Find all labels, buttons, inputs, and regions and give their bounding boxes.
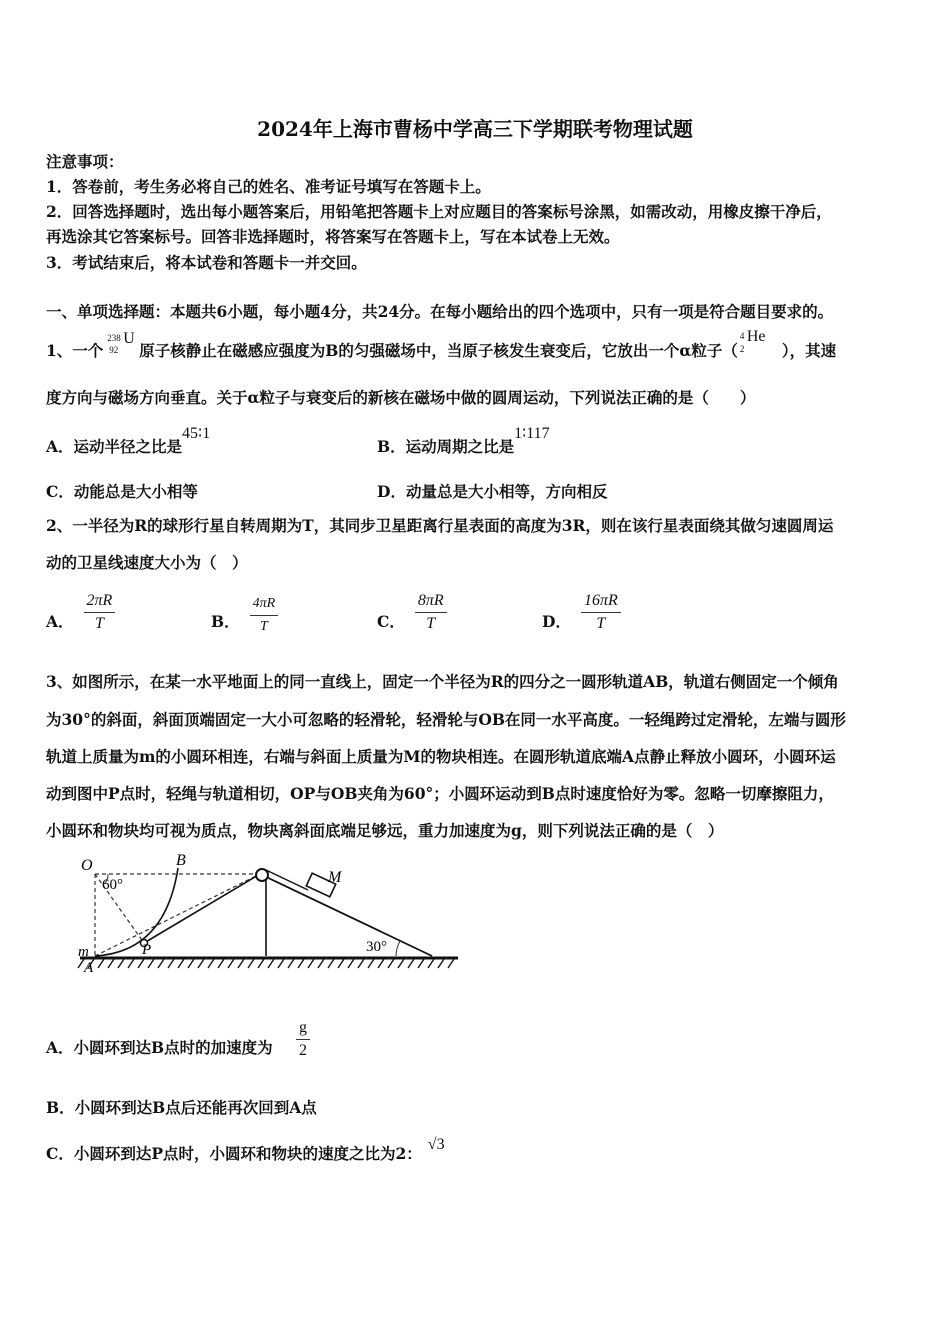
q2-line1: 2、一半径为R的球形行星自转周期为T，其同步卫星距离行星表面的高度为3R，则在该行星表面绕其做匀速圆周运 <box>46 516 834 535</box>
label-A: A <box>84 960 94 976</box>
label-60: 60° <box>102 877 123 893</box>
q3-line: 为30°的斜面，斜面顶端固定一大小可忽略的轻滑轮，轻滑轮与OB在同一水平高度。一轻绳跨过定滑轮，左端与圆形 <box>46 710 846 729</box>
ground-hatching <box>78 959 454 968</box>
q1-line2: 度方向与磁场方向垂直。关于α粒子与衰变后的新核在磁场中做的圆周运动，下列说法正确的是（ ） <box>46 388 756 407</box>
q1-option-d: D．动量总是大小相等，方向相反 <box>377 482 608 501</box>
q3-line: 动到图中P点时，轻绳与轨道相切，OP与OB夹角为60°；小圆环运动到B点时速度恰好为零。忽略一切摩擦阻力， <box>46 784 834 803</box>
page-title: 2024年上海市曹杨中学高三下学期联考物理试题 <box>257 117 693 141</box>
q3-line: 3、如图所示，在某一水平地面上的同一直线上，固定一个半径为R的四分之一圆形轨道AB，轨道右侧固定一个倾角 <box>46 672 839 691</box>
q3-option-c: C．小圆环到达P点时，小圆环和物块的速度之比为2： √3 <box>46 1136 445 1163</box>
notice-item: 3．考试结束后，将本试卷和答题卡一并交回。 <box>46 253 367 272</box>
notice-heading: 注意事项： <box>46 152 124 171</box>
q2-option-b: B． $\frac{4\pi R}{T}$ <box>211 592 278 636</box>
label-M: M <box>328 869 342 886</box>
q2-option-c: C． $\frac{8\pi R}{T}$ <box>377 590 447 633</box>
incline <box>260 874 432 956</box>
section-heading: 一、单项选择题：本题共6小题，每小题4分，共24分。在每小题给出的四个选项中，只有一项是符合题目要求的。 <box>46 302 834 321</box>
rope-line <box>144 874 260 943</box>
notice-item: 再选涂其它答案标号。回答非选择题时，将答案写在答题卡上，写在本试卷上无效。 <box>46 227 620 246</box>
q3-line: 轨道上质量为m的小圆环相连，右端与斜面上质量为M的物块相连。在圆形轨道底端A点静止释放小圆环，小圆环运 <box>46 747 836 766</box>
label-O: O <box>81 857 93 874</box>
angle-arc-30 <box>396 941 400 956</box>
notice-item: 1．答卷前，考生务必将自己的姓名、准考证号填写在答题卡上。 <box>46 177 491 196</box>
label-30: 30° <box>366 939 387 955</box>
q3-line: 小圆环和物块均可视为质点，物块离斜面底端足够远，重力加速度为g，则下列说法正确的是（ ） <box>46 821 724 840</box>
q1-option-a: A．运动半径之比是45∶1 <box>46 425 211 456</box>
q3-option-a-fraction: $\frac{g}{2}$ <box>296 1017 310 1060</box>
q3-option-b: B．小圆环到达B点后还能再次回到A点 <box>46 1098 317 1117</box>
label-m: m <box>78 944 89 960</box>
label-B: B <box>176 852 186 869</box>
q1-option-b: B．运动周期之比是1∶117 <box>377 425 550 456</box>
q3-option-a: A．小圆环到达B点时的加速度为 <box>46 1038 273 1057</box>
q2-line2: 动的卫星线速度大小为（ ） <box>46 553 248 572</box>
q1-option-c: C．动能总是大小相等 <box>46 482 198 501</box>
uranium-nuclide: 238 92 U <box>107 330 135 355</box>
q2-option-a: A． $\frac{2\pi R}{T}$ <box>46 590 115 633</box>
q2-option-d: D． $\frac{16\pi R}{T}$ <box>542 590 621 633</box>
label-P: P <box>142 942 152 958</box>
notice-item: 2．回答选择题时，选出每小题答案后，用铅笔把答题卡上对应题目的答案标号涂黑，如需改动，用橡皮擦干净后， <box>46 202 832 221</box>
q1-line1: 1、一个 238 92 U 原子核静止在磁感应强度为B的匀强磁场中，当原子核发生衰变后，它放出一个α粒子（ 4 2 He ），其速 <box>46 328 837 360</box>
q3-figure <box>40 848 470 978</box>
helium-nuclide: 4 2 He <box>739 328 766 354</box>
